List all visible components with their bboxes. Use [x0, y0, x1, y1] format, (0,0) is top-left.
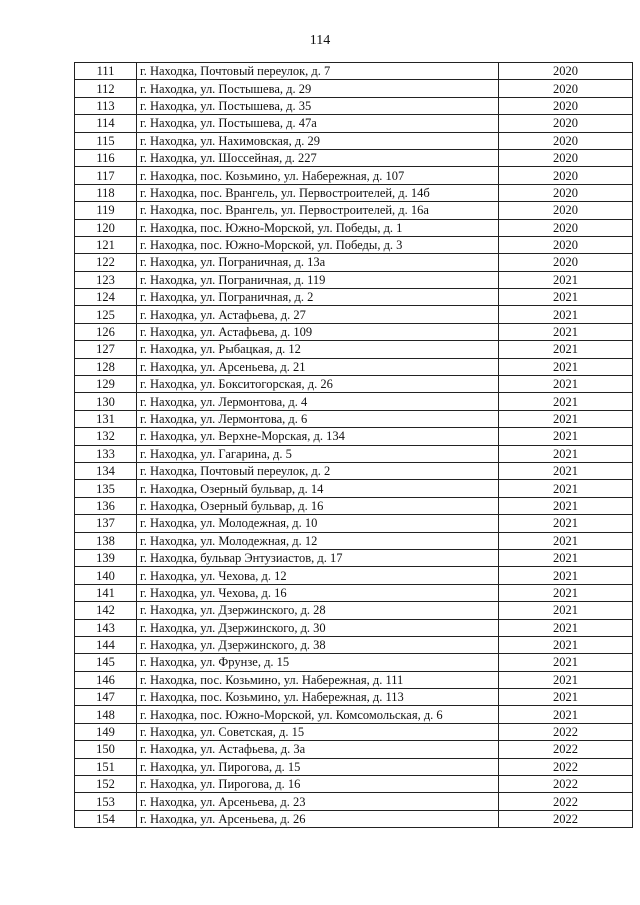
year-cell: 2021 [499, 654, 633, 671]
table-row [75, 758, 633, 775]
table-row [75, 323, 633, 340]
address-cell: г. Находка, ул. Фрунзе, д. 15 [137, 654, 499, 671]
year-cell: 2021 [499, 567, 633, 584]
table-row [75, 567, 633, 584]
address-cell: г. Находка, Почтовый переулок, д. 2 [137, 462, 499, 479]
address-cell: г. Находка, пос. Южно-Морской, ул. Победы, д. 3 [137, 236, 499, 253]
row-number-cell: 133 [75, 445, 137, 462]
year-cell: 2022 [499, 723, 633, 740]
address-cell: г. Находка, ул. Дзержинского, д. 28 [137, 602, 499, 619]
year-cell: 2020 [499, 63, 633, 80]
address-cell: г. Находка, пос. Козьмино, ул. Набережная, д. 111 [137, 671, 499, 688]
table-row [75, 445, 633, 462]
year-cell: 2022 [499, 776, 633, 793]
table-row [75, 793, 633, 810]
row-number-cell: 148 [75, 706, 137, 723]
row-number-cell: 141 [75, 584, 137, 601]
year-cell: 2021 [499, 393, 633, 410]
table-row [75, 236, 633, 253]
year-cell: 2020 [499, 80, 633, 97]
address-cell: г. Находка, Озерный бульвар, д. 14 [137, 480, 499, 497]
address-cell: г. Находка, пос. Козьмино, ул. Набережная, д. 113 [137, 689, 499, 706]
table-row [75, 428, 633, 445]
table-row [75, 671, 633, 688]
year-cell: 2021 [499, 445, 633, 462]
table-row [75, 132, 633, 149]
year-cell: 2022 [499, 793, 633, 810]
year-cell: 2021 [499, 584, 633, 601]
table-row [75, 462, 633, 479]
table-row [75, 654, 633, 671]
address-cell: г. Находка, Почтовый переулок, д. 7 [137, 63, 499, 80]
row-number-cell: 140 [75, 567, 137, 584]
page-number: 114 [309, 33, 331, 48]
address-cell: г. Находка, пос. Врангель, ул. Первостроителей, д. 14б [137, 184, 499, 201]
row-number-cell: 122 [75, 254, 137, 271]
row-number-cell: 152 [75, 776, 137, 793]
row-number-cell: 138 [75, 532, 137, 549]
row-number-cell: 114 [75, 115, 137, 132]
table-row [75, 723, 633, 740]
address-cell: г. Находка, ул. Бокситогорская, д. 26 [137, 376, 499, 393]
address-cell: г. Находка, ул. Гагарина, д. 5 [137, 445, 499, 462]
table-row [75, 306, 633, 323]
row-number-cell: 144 [75, 636, 137, 653]
table-row [75, 741, 633, 758]
year-cell: 2021 [499, 497, 633, 514]
table-row [75, 271, 633, 288]
year-cell: 2021 [499, 480, 633, 497]
year-cell: 2020 [499, 184, 633, 201]
address-cell: г. Находка, ул. Молодежная, д. 10 [137, 515, 499, 532]
year-cell: 2021 [499, 428, 633, 445]
table-row [75, 619, 633, 636]
year-cell: 2020 [499, 236, 633, 253]
housing-registry-table [74, 62, 633, 828]
table-row [75, 254, 633, 271]
year-cell: 2021 [499, 462, 633, 479]
row-number-cell: 150 [75, 741, 137, 758]
row-number-cell: 143 [75, 619, 137, 636]
row-number-cell: 127 [75, 341, 137, 358]
address-cell: г. Находка, ул. Постышева, д. 47а [137, 115, 499, 132]
address-cell: г. Находка, ул. Шоссейная, д. 227 [137, 149, 499, 166]
year-cell: 2021 [499, 689, 633, 706]
row-number-cell: 139 [75, 549, 137, 566]
year-cell: 2021 [499, 671, 633, 688]
row-number-cell: 151 [75, 758, 137, 775]
row-number-cell: 153 [75, 793, 137, 810]
year-cell: 2021 [499, 341, 633, 358]
table-row [75, 689, 633, 706]
table-row [75, 706, 633, 723]
year-cell: 2021 [499, 358, 633, 375]
row-number-cell: 129 [75, 376, 137, 393]
year-cell: 2021 [499, 706, 633, 723]
address-cell: г. Находка, ул. Чехова, д. 12 [137, 567, 499, 584]
row-number-cell: 135 [75, 480, 137, 497]
table-row [75, 63, 633, 80]
row-number-cell: 145 [75, 654, 137, 671]
address-cell: г. Находка, ул. Постышева, д. 35 [137, 97, 499, 114]
address-cell: г. Находка, ул. Верхне-Морская, д. 134 [137, 428, 499, 445]
table-row [75, 97, 633, 114]
year-cell: 2022 [499, 758, 633, 775]
year-cell: 2021 [499, 306, 633, 323]
table-row [75, 167, 633, 184]
row-number-cell: 121 [75, 236, 137, 253]
address-cell: г. Находка, ул. Астафьева, д. 27 [137, 306, 499, 323]
year-cell: 2020 [499, 115, 633, 132]
table-body [75, 63, 633, 828]
year-cell: 2020 [499, 132, 633, 149]
address-cell: г. Находка, ул. Пирогова, д. 16 [137, 776, 499, 793]
address-cell: г. Находка, ул. Арсеньева, д. 21 [137, 358, 499, 375]
row-number-cell: 118 [75, 184, 137, 201]
address-cell: г. Находка, ул. Астафьева, д. 3а [137, 741, 499, 758]
table-row [75, 341, 633, 358]
address-cell: г. Находка, ул. Молодежная, д. 12 [137, 532, 499, 549]
row-number-cell: 124 [75, 289, 137, 306]
table-row [75, 410, 633, 427]
row-number-cell: 132 [75, 428, 137, 445]
year-cell: 2021 [499, 410, 633, 427]
year-cell: 2021 [499, 515, 633, 532]
year-cell: 2020 [499, 202, 633, 219]
table-row [75, 636, 633, 653]
row-number-cell: 112 [75, 80, 137, 97]
address-cell: г. Находка, ул. Пограничная, д. 2 [137, 289, 499, 306]
year-cell: 2020 [499, 254, 633, 271]
row-number-cell: 123 [75, 271, 137, 288]
address-cell: г. Находка, бульвар Энтузиастов, д. 17 [137, 549, 499, 566]
year-cell: 2021 [499, 323, 633, 340]
year-cell: 2020 [499, 219, 633, 236]
row-number-cell: 115 [75, 132, 137, 149]
table-row [75, 549, 633, 566]
address-cell: г. Находка, пос. Южно-Морской, ул. Победы, д. 1 [137, 219, 499, 236]
table-row [75, 480, 633, 497]
row-number-cell: 142 [75, 602, 137, 619]
address-cell: г. Находка, пос. Южно-Морской, ул. Комсомольская, д. 6 [137, 706, 499, 723]
address-cell: г. Находка, ул. Советская, д. 15 [137, 723, 499, 740]
year-cell: 2022 [499, 741, 633, 758]
row-number-cell: 136 [75, 497, 137, 514]
table-row [75, 532, 633, 549]
table-row [75, 584, 633, 601]
table-row [75, 515, 633, 532]
table-row [75, 602, 633, 619]
year-cell: 2021 [499, 271, 633, 288]
row-number-cell: 146 [75, 671, 137, 688]
table-row [75, 776, 633, 793]
year-cell: 2020 [499, 149, 633, 166]
address-cell: г. Находка, ул. Дзержинского, д. 38 [137, 636, 499, 653]
address-cell: г. Находка, ул. Арсеньева, д. 26 [137, 810, 499, 827]
row-number-cell: 147 [75, 689, 137, 706]
table-row [75, 289, 633, 306]
table-row [75, 219, 633, 236]
table-row [75, 80, 633, 97]
address-cell: г. Находка, Озерный бульвар, д. 16 [137, 497, 499, 514]
address-cell: г. Находка, пос. Козьмино, ул. Набережная, д. 107 [137, 167, 499, 184]
year-cell: 2021 [499, 376, 633, 393]
year-cell: 2022 [499, 810, 633, 827]
row-number-cell: 126 [75, 323, 137, 340]
address-cell: г. Находка, ул. Астафьева, д. 109 [137, 323, 499, 340]
address-cell: г. Находка, ул. Пограничная, д. 119 [137, 271, 499, 288]
address-cell: г. Находка, ул. Арсеньева, д. 23 [137, 793, 499, 810]
address-cell: г. Находка, ул. Лермонтова, д. 6 [137, 410, 499, 427]
row-number-cell: 111 [75, 63, 137, 80]
address-cell: г. Находка, ул. Пирогова, д. 15 [137, 758, 499, 775]
table-row [75, 184, 633, 201]
address-cell: г. Находка, ул. Лермонтова, д. 4 [137, 393, 499, 410]
address-cell: г. Находка, ул. Нахимовская, д. 29 [137, 132, 499, 149]
row-number-cell: 116 [75, 149, 137, 166]
row-number-cell: 154 [75, 810, 137, 827]
table-row [75, 497, 633, 514]
address-cell: г. Находка, ул. Пограничная, д. 13а [137, 254, 499, 271]
year-cell: 2020 [499, 97, 633, 114]
row-number-cell: 137 [75, 515, 137, 532]
table-row [75, 202, 633, 219]
address-cell: г. Находка, ул. Постышева, д. 29 [137, 80, 499, 97]
table-row [75, 115, 633, 132]
row-number-cell: 149 [75, 723, 137, 740]
year-cell: 2021 [499, 619, 633, 636]
address-cell: г. Находка, ул. Чехова, д. 16 [137, 584, 499, 601]
row-number-cell: 131 [75, 410, 137, 427]
year-cell: 2021 [499, 289, 633, 306]
row-number-cell: 130 [75, 393, 137, 410]
row-number-cell: 119 [75, 202, 137, 219]
year-cell: 2021 [499, 636, 633, 653]
year-cell: 2021 [499, 532, 633, 549]
row-number-cell: 128 [75, 358, 137, 375]
address-cell: г. Находка, пос. Врангель, ул. Первостроителей, д. 16а [137, 202, 499, 219]
table-row [75, 358, 633, 375]
year-cell: 2021 [499, 602, 633, 619]
table-row [75, 376, 633, 393]
year-cell: 2021 [499, 549, 633, 566]
table-row [75, 393, 633, 410]
address-cell: г. Находка, ул. Рыбацкая, д. 12 [137, 341, 499, 358]
row-number-cell: 134 [75, 462, 137, 479]
row-number-cell: 113 [75, 97, 137, 114]
table-row [75, 149, 633, 166]
row-number-cell: 117 [75, 167, 137, 184]
address-cell: г. Находка, ул. Дзержинского, д. 30 [137, 619, 499, 636]
year-cell: 2020 [499, 167, 633, 184]
row-number-cell: 125 [75, 306, 137, 323]
row-number-cell: 120 [75, 219, 137, 236]
table-row [75, 810, 633, 827]
